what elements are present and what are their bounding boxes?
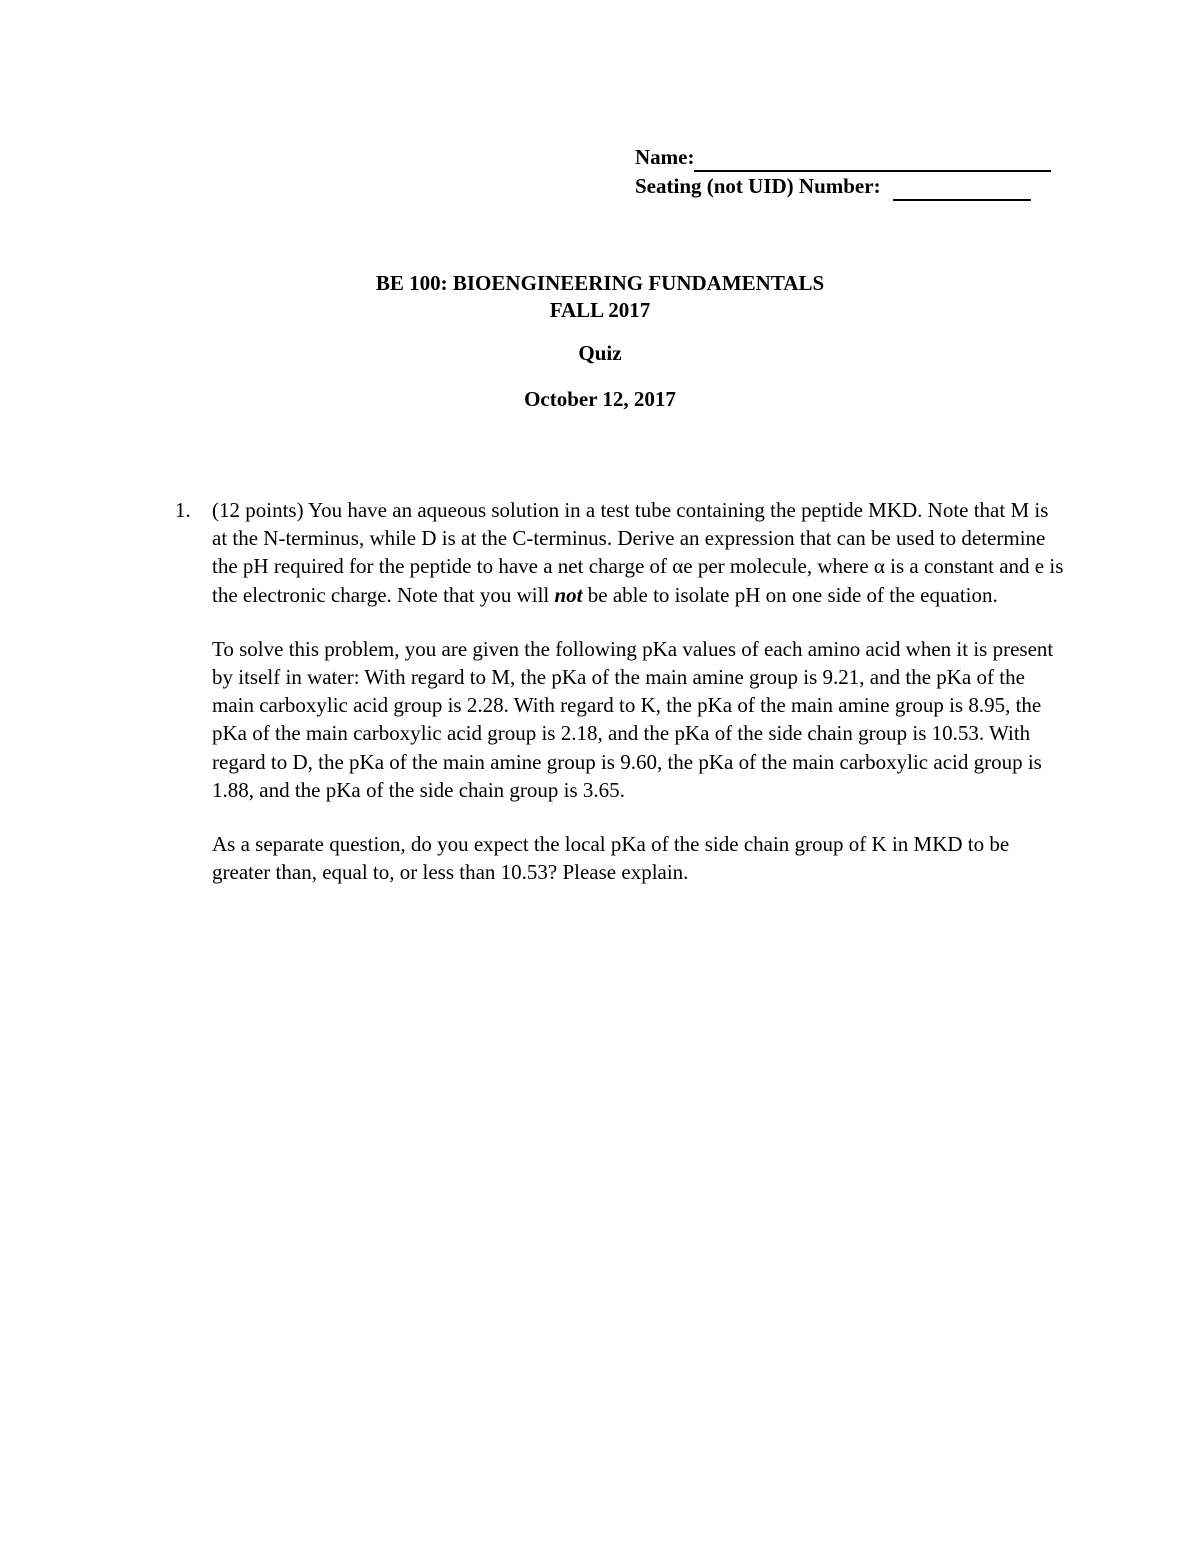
question-text-part-b: be able to isolate pH on one side of the equation. [582,582,998,607]
question-text-part-a: (12 points) You have an aqueous solution in a test tube containing the peptide MKD. Note that M is at the N-terminus, while D is at the C-terminus. Derive an expression that can be used to determine the pH required for the peptide to have a net charge of αe per molecule, where α is a constant and e is the electronic charge. Note that you will [212,498,1064,607]
name-field-row [635,143,1065,172]
name-blank-line [694,150,1051,172]
term-title: FALL 2017 [549,298,651,322]
emphasis-not: not [554,582,583,607]
question-body [212,496,1065,886]
course-title: BE 100: BIOENGINEERING FUNDAMENTALS [375,271,825,295]
seating-field-row [635,172,1065,201]
seating-label: Seating (not UID) Number: [635,174,881,198]
question-paragraph-2: To solve this problem, you are given the following pKa values of each amino acid when it is present by itself in water: With regard to M, the pKa of the main amine group is 9.21, and the pKa of the main carboxylic acid group is 2.28. With regard to K, the pKa of the main amine group is 8.95, the pKa of the main carboxylic acid group is 2.18, and the pKa of the side chain group is 10.53. With regard to D, the pKa of the main amine group is 9.60, the pKa of the main carboxylic acid group is 1.88, and the pKa of the side chain group is 3.65. [212,636,1054,802]
question-1 [175,496,1065,886]
question-paragraph-3: As a separate question, do you expect the local pKa of the side chain group of K in MKD to be greater than, equal to, or less than 10.53? Please explain. [212,832,1010,885]
question-paragraph-1 [212,496,1065,609]
student-info-fields [635,143,1065,201]
name-label: Name: [635,145,695,169]
quiz-title: Quiz [578,341,622,365]
question-number: 1. [175,498,191,522]
quiz-date: October 12, 2017 [524,387,676,411]
seating-blank-line [893,179,1031,201]
